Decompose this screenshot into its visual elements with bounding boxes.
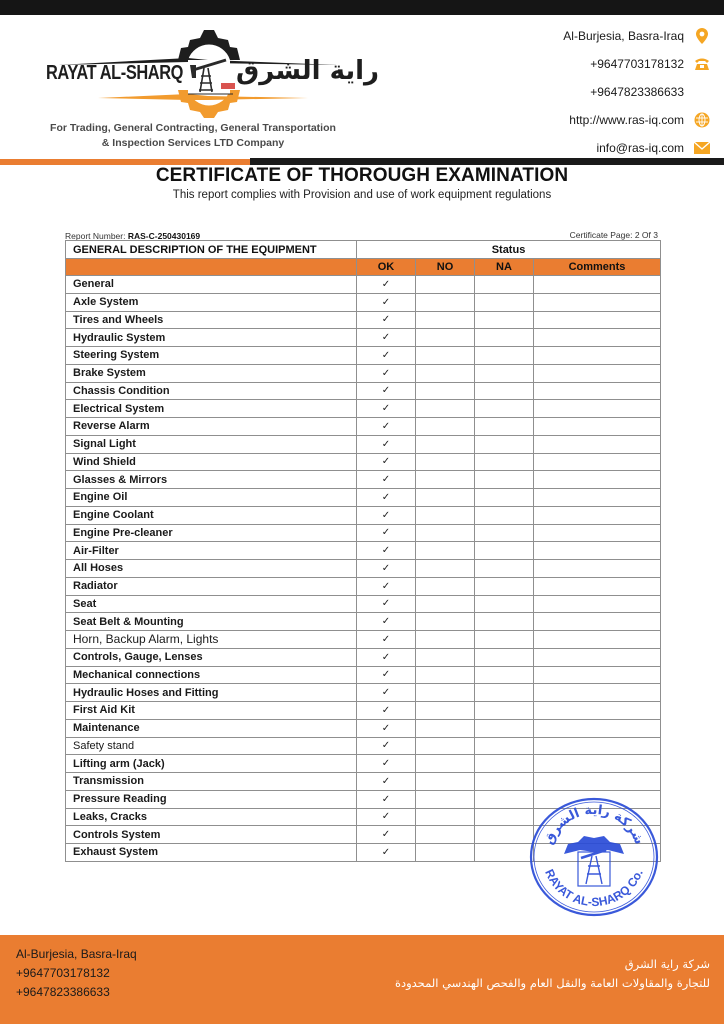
ok-cell[interactable]: ✓: [357, 311, 416, 329]
comments-cell[interactable]: [534, 719, 661, 737]
header-description: GENERAL DESCRIPTION OF THE EQUIPMENT: [66, 241, 357, 259]
footer-company-desc-ar: للتجارة والمقاولات العامة والنقل العام والفحص الهندسي المحدودة: [394, 976, 710, 990]
header-blank: [66, 259, 357, 276]
equipment-item: First Aid Kit: [66, 702, 357, 720]
ok-cell[interactable]: ✓: [357, 524, 416, 542]
equipment-item: Air-Filter: [66, 542, 357, 560]
equipment-item: Brake System: [66, 364, 357, 382]
table-row: [66, 684, 661, 702]
ok-cell[interactable]: ✓: [357, 684, 416, 702]
table-header-row-2: [66, 259, 661, 276]
phone-1-text[interactable]: +9647703178132: [590, 57, 684, 71]
equipment-item: Maintenance: [66, 719, 357, 737]
comments-cell[interactable]: [534, 595, 661, 613]
telephone-icon: [694, 56, 710, 72]
no-cell[interactable]: [416, 560, 475, 578]
footer-contact: [16, 945, 137, 1002]
no-cell[interactable]: [416, 790, 475, 808]
no-cell[interactable]: [416, 364, 475, 382]
table-row: [66, 666, 661, 684]
na-cell[interactable]: [475, 684, 534, 702]
comments-cell[interactable]: [534, 542, 661, 560]
ok-cell[interactable]: ✓: [357, 364, 416, 382]
equipment-item: Tires and Wheels: [66, 311, 357, 329]
na-cell[interactable]: [475, 666, 534, 684]
contact-phone-1: [410, 50, 710, 78]
na-cell[interactable]: [475, 844, 534, 862]
comments-cell[interactable]: [534, 613, 661, 631]
no-cell[interactable]: [416, 435, 475, 453]
footer-address: Al-Burjesia, Basra-Iraq: [16, 947, 137, 961]
company-logo: [38, 20, 380, 120]
equipment-item: General: [66, 276, 357, 294]
table-body: [66, 276, 661, 862]
tagline-line-2: & Inspection Services LTD Company: [101, 137, 285, 149]
ok-cell[interactable]: ✓: [357, 790, 416, 808]
ok-cell[interactable]: ✓: [357, 631, 416, 649]
header-na: NA: [475, 259, 534, 276]
na-cell[interactable]: [475, 347, 534, 365]
table-row: [66, 719, 661, 737]
top-dark-bar: [0, 0, 724, 15]
equipment-item: Seat: [66, 595, 357, 613]
comments-cell[interactable]: [534, 311, 661, 329]
comments-cell[interactable]: [534, 329, 661, 347]
table-row: [66, 311, 661, 329]
na-cell[interactable]: [475, 506, 534, 524]
table-row: [66, 276, 661, 294]
ok-cell[interactable]: ✓: [357, 844, 416, 862]
table-row: [66, 435, 661, 453]
equipment-item: Engine Oil: [66, 489, 357, 507]
na-cell[interactable]: [475, 719, 534, 737]
equipment-item: Horn, Backup Alarm, Lights: [66, 631, 357, 649]
contact-phone-2: [410, 78, 710, 106]
na-cell[interactable]: [475, 790, 534, 808]
no-cell[interactable]: [416, 826, 475, 844]
na-cell[interactable]: [475, 542, 534, 560]
ok-cell[interactable]: ✓: [357, 382, 416, 400]
table-row: [66, 329, 661, 347]
address-text: Al-Burjesia, Basra-Iraq: [563, 29, 684, 43]
logo-name-arabic: راية الشرق: [236, 56, 380, 86]
no-cell[interactable]: [416, 737, 475, 755]
equipment-item: Pressure Reading: [66, 790, 357, 808]
company-stamp-icon: [528, 796, 660, 918]
no-cell[interactable]: [416, 418, 475, 436]
na-cell[interactable]: [475, 648, 534, 666]
na-cell[interactable]: [475, 453, 534, 471]
na-cell[interactable]: [475, 737, 534, 755]
ok-cell[interactable]: ✓: [357, 435, 416, 453]
table-row: [66, 755, 661, 773]
na-cell[interactable]: [475, 293, 534, 311]
location-pin-icon: [694, 28, 710, 44]
comments-cell[interactable]: [534, 560, 661, 578]
no-cell[interactable]: [416, 808, 475, 826]
comments-cell[interactable]: [534, 702, 661, 720]
svg-text:RAYAT AL-SHARQ Co.: RAYAT AL-SHARQ Co.: [542, 867, 646, 910]
svg-text:شركة راية الشرق: شركة راية الشرق: [541, 802, 647, 847]
comments-cell[interactable]: [534, 489, 661, 507]
ok-cell[interactable]: ✓: [357, 347, 416, 365]
ok-cell[interactable]: ✓: [357, 471, 416, 489]
equipment-item: All Hoses: [66, 560, 357, 578]
ok-cell[interactable]: ✓: [357, 773, 416, 791]
comments-cell[interactable]: [534, 435, 661, 453]
na-cell[interactable]: [475, 702, 534, 720]
na-cell[interactable]: [475, 773, 534, 791]
no-cell[interactable]: [416, 702, 475, 720]
na-cell[interactable]: [475, 311, 534, 329]
ok-cell[interactable]: ✓: [357, 826, 416, 844]
comments-cell[interactable]: [534, 276, 661, 294]
ok-cell[interactable]: ✓: [357, 737, 416, 755]
ok-cell[interactable]: ✓: [357, 293, 416, 311]
tagline-line-1: For Trading, General Contracting, General Transportation: [50, 122, 336, 134]
table-row: [66, 453, 661, 471]
ok-cell[interactable]: ✓: [357, 808, 416, 826]
table-row: [66, 400, 661, 418]
comments-cell[interactable]: [534, 293, 661, 311]
ok-cell[interactable]: ✓: [357, 276, 416, 294]
table-row: [66, 293, 661, 311]
equipment-item: Glasses & Mirrors: [66, 471, 357, 489]
comments-cell[interactable]: [534, 471, 661, 489]
no-cell[interactable]: [416, 311, 475, 329]
no-cell[interactable]: [416, 595, 475, 613]
ok-cell[interactable]: ✓: [357, 595, 416, 613]
comments-cell[interactable]: [534, 648, 661, 666]
table-row: [66, 506, 661, 524]
no-cell[interactable]: [416, 293, 475, 311]
table-row: [66, 364, 661, 382]
globe-icon: [694, 112, 710, 128]
na-cell[interactable]: [475, 826, 534, 844]
no-cell[interactable]: [416, 276, 475, 294]
na-cell[interactable]: [475, 489, 534, 507]
equipment-item: Wind Shield: [66, 453, 357, 471]
equipment-item: Controls, Gauge, Lenses: [66, 648, 357, 666]
no-cell[interactable]: [416, 453, 475, 471]
comments-cell[interactable]: [534, 631, 661, 649]
comments-cell[interactable]: [534, 666, 661, 684]
na-cell[interactable]: [475, 595, 534, 613]
table-header-row-1: [66, 241, 661, 259]
comments-cell[interactable]: [534, 347, 661, 365]
comments-cell[interactable]: [534, 737, 661, 755]
table-row: [66, 702, 661, 720]
na-cell[interactable]: [475, 400, 534, 418]
footer-phone-2[interactable]: +9647823386633: [16, 985, 110, 999]
table-row: [66, 560, 661, 578]
equipment-item: Seat Belt & Mounting: [66, 613, 357, 631]
equipment-item: Leaks, Cracks: [66, 808, 357, 826]
table-row: [66, 737, 661, 755]
table-row: [66, 471, 661, 489]
ok-cell[interactable]: ✓: [357, 577, 416, 595]
equipment-item: Hydraulic System: [66, 329, 357, 347]
no-cell[interactable]: [416, 666, 475, 684]
document-title: CERTIFICATE OF THOROUGH EXAMINATION: [155, 165, 569, 186]
ok-cell[interactable]: ✓: [357, 719, 416, 737]
equipment-item: Exhaust System: [66, 844, 357, 862]
na-cell[interactable]: [475, 560, 534, 578]
equipment-item: Transmission: [66, 773, 357, 791]
equipment-item: Mechanical connections: [66, 666, 357, 684]
ok-cell[interactable]: ✓: [357, 542, 416, 560]
comments-cell[interactable]: [534, 773, 661, 791]
na-cell[interactable]: [475, 418, 534, 436]
no-cell[interactable]: [416, 755, 475, 773]
comments-cell[interactable]: [534, 418, 661, 436]
equipment-item: Radiator: [66, 577, 357, 595]
equipment-item: Reverse Alarm: [66, 418, 357, 436]
no-cell[interactable]: [416, 329, 475, 347]
comments-cell[interactable]: [534, 382, 661, 400]
header-comments: Comments: [534, 259, 661, 276]
no-cell[interactable]: [416, 613, 475, 631]
phone-2-text[interactable]: +9647823386633: [590, 85, 684, 99]
ok-cell[interactable]: ✓: [357, 418, 416, 436]
comments-cell[interactable]: [534, 506, 661, 524]
ok-cell[interactable]: ✓: [357, 702, 416, 720]
table-row: [66, 382, 661, 400]
email-link[interactable]: info@ras-iq.com: [596, 141, 684, 155]
footer-company-name-ar: شركة راية الشرق: [624, 957, 710, 971]
no-cell[interactable]: [416, 577, 475, 595]
no-cell[interactable]: [416, 382, 475, 400]
na-cell[interactable]: [475, 276, 534, 294]
na-cell[interactable]: [475, 435, 534, 453]
no-cell[interactable]: [416, 844, 475, 862]
comments-cell[interactable]: [534, 364, 661, 382]
no-cell[interactable]: [416, 489, 475, 507]
header-no: NO: [416, 259, 475, 276]
na-cell[interactable]: [475, 631, 534, 649]
no-cell[interactable]: [416, 542, 475, 560]
ok-cell[interactable]: ✓: [357, 613, 416, 631]
ok-cell[interactable]: ✓: [357, 453, 416, 471]
ok-cell[interactable]: ✓: [357, 489, 416, 507]
ok-cell[interactable]: ✓: [357, 755, 416, 773]
equipment-item: Engine Coolant: [66, 506, 357, 524]
website-link[interactable]: http://www.ras-iq.com: [569, 113, 684, 127]
comments-cell[interactable]: [534, 684, 661, 702]
no-cell[interactable]: [416, 684, 475, 702]
equipment-item: Safety stand: [66, 737, 357, 755]
header-ok: OK: [357, 259, 416, 276]
table-row: [66, 542, 661, 560]
no-cell[interactable]: [416, 773, 475, 791]
na-cell[interactable]: [475, 364, 534, 382]
equipment-item: Controls System: [66, 826, 357, 844]
no-cell[interactable]: [416, 648, 475, 666]
table-row: [66, 524, 661, 542]
examination-table: [65, 240, 661, 862]
no-cell[interactable]: [416, 506, 475, 524]
na-cell[interactable]: [475, 613, 534, 631]
header-divider-dark: [250, 158, 724, 165]
table-row: [66, 418, 661, 436]
header-status: Status: [357, 241, 661, 259]
table-row: [66, 773, 661, 791]
table-row: [66, 613, 661, 631]
table-row: [66, 489, 661, 507]
equipment-item: Lifting arm (Jack): [66, 755, 357, 773]
contact-info: [410, 22, 710, 162]
ok-cell[interactable]: ✓: [357, 400, 416, 418]
table-row: [66, 648, 661, 666]
footer-company-arabic: [395, 955, 710, 993]
equipment-item: Electrical System: [66, 400, 357, 418]
page-footer: [0, 935, 724, 1024]
table-row: [66, 577, 661, 595]
certificate-page: Certificate Page: 2 Of 3: [569, 230, 658, 240]
report-number-value: RAS-C-250430169: [127, 231, 201, 241]
company-tagline: [0, 121, 386, 151]
ok-cell[interactable]: ✓: [357, 648, 416, 666]
ok-cell[interactable]: ✓: [357, 666, 416, 684]
no-cell[interactable]: [416, 719, 475, 737]
footer-phone-1[interactable]: +9647703178132: [16, 966, 110, 980]
logo-name-english: RAYAT AL-SHARQ: [46, 62, 184, 84]
na-cell[interactable]: [475, 755, 534, 773]
comments-cell[interactable]: [534, 453, 661, 471]
ok-cell[interactable]: ✓: [357, 560, 416, 578]
na-cell[interactable]: [475, 577, 534, 595]
contact-address: [410, 22, 710, 50]
contact-website: [410, 106, 710, 134]
comments-cell[interactable]: [534, 577, 661, 595]
equipment-item: Signal Light: [66, 435, 357, 453]
ok-cell[interactable]: ✓: [357, 329, 416, 347]
equipment-item: Hydraulic Hoses and Fitting: [66, 684, 357, 702]
na-cell[interactable]: [475, 524, 534, 542]
na-cell[interactable]: [475, 329, 534, 347]
comments-cell[interactable]: [534, 400, 661, 418]
report-number-label: Report Number:: [65, 231, 128, 241]
no-cell[interactable]: [416, 471, 475, 489]
table-row: [66, 595, 661, 613]
na-cell[interactable]: [475, 808, 534, 826]
no-cell[interactable]: [416, 524, 475, 542]
envelope-icon: [694, 140, 710, 156]
no-cell[interactable]: [416, 631, 475, 649]
comments-cell[interactable]: [534, 755, 661, 773]
equipment-item: Axle System: [66, 293, 357, 311]
equipment-item: Engine Pre-cleaner: [66, 524, 357, 542]
no-cell[interactable]: [416, 400, 475, 418]
na-cell[interactable]: [475, 471, 534, 489]
equipment-item: Chassis Condition: [66, 382, 357, 400]
table-row: [66, 631, 661, 649]
no-cell[interactable]: [416, 347, 475, 365]
comments-cell[interactable]: [534, 524, 661, 542]
document-subtitle: This report complies with Provision and use of work equipment regulations: [172, 189, 552, 201]
ok-cell[interactable]: ✓: [357, 506, 416, 524]
na-cell[interactable]: [475, 382, 534, 400]
table-row: [66, 347, 661, 365]
equipment-item: Steering System: [66, 347, 357, 365]
